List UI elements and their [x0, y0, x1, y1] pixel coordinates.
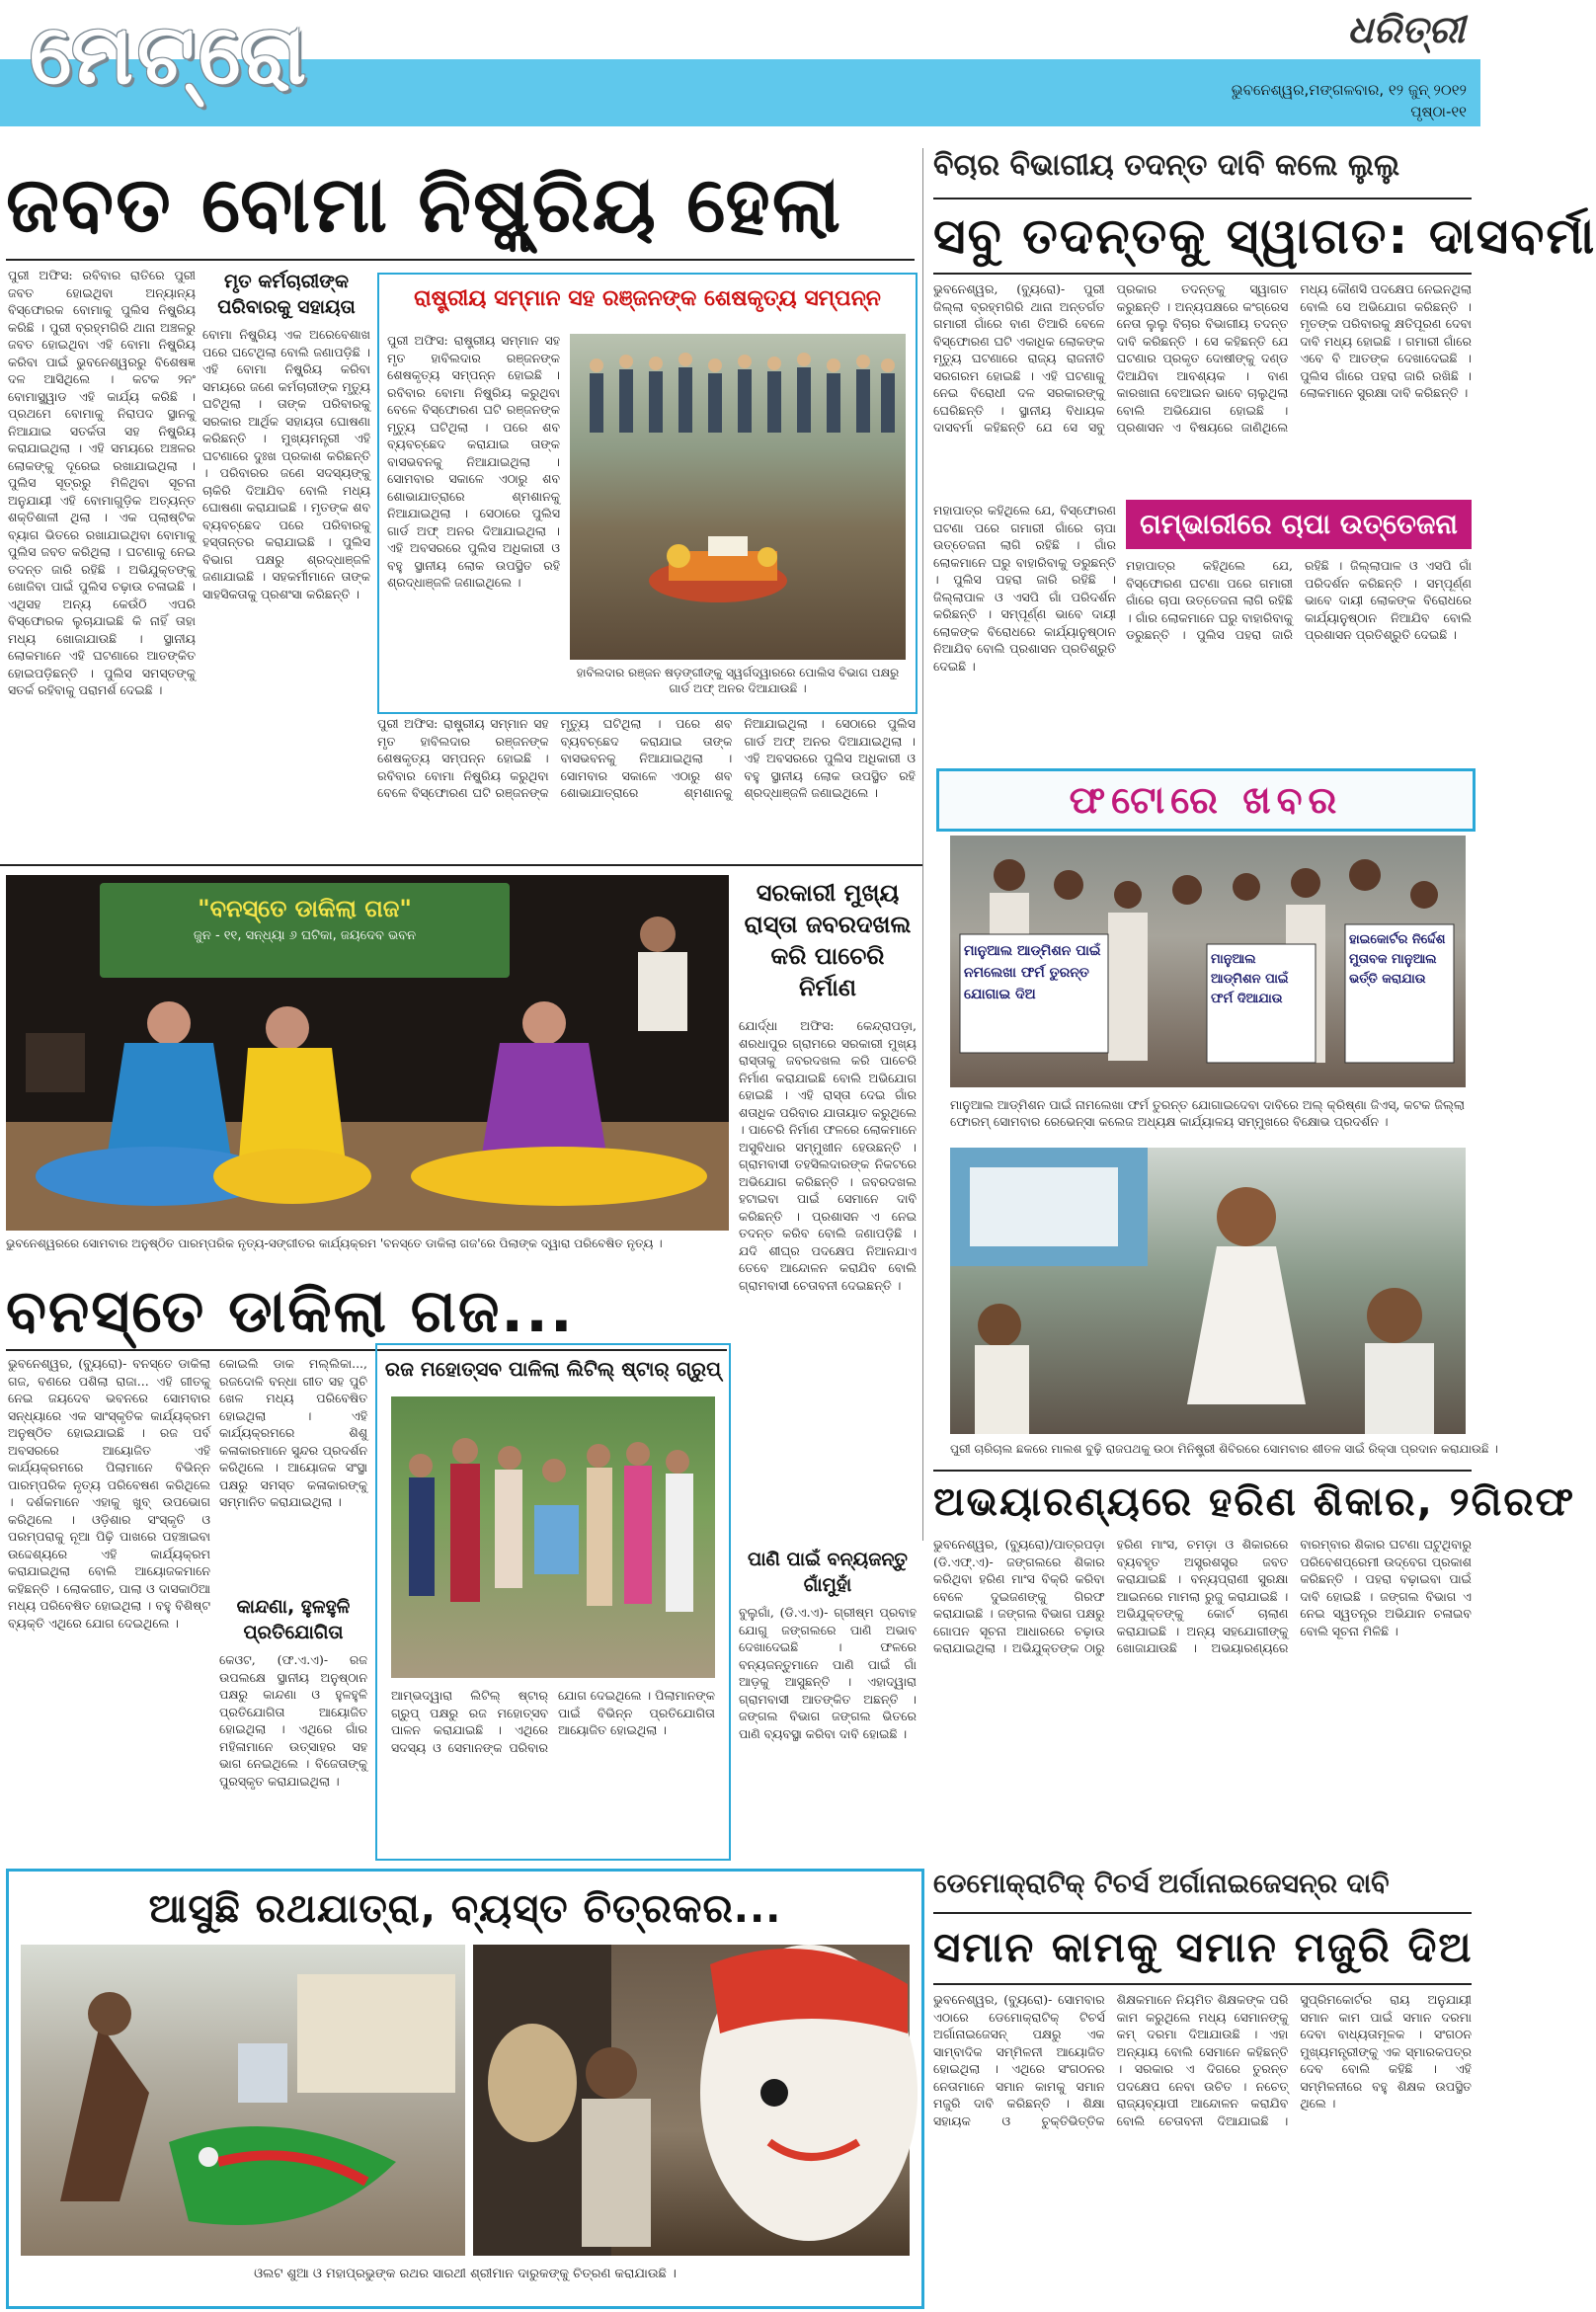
- funeral-photo: [570, 334, 906, 660]
- dasbarma-headline: ସବୁ ତଦନ୍ତକୁ ସ୍ୱାଗତ: ଦାସବର୍ମା: [933, 207, 1596, 265]
- photo-news-banner: [936, 768, 1476, 832]
- placard-3: ହାଇକୋର୍ଟର ନିର୍ଦ୍ଦେଶ ମୁତାବକ ମାନୁଆଲ ଭର୍ତ୍ତି କରାଯାଉ: [1349, 932, 1446, 987]
- lead-headline: ଜବତ ବୋମା ନିଷ୍କ୍ରିୟ ହେଲା: [6, 161, 842, 250]
- date-text: ଭୁବନେଶ୍ୱର,ମଙ୍ଗଳବାର, ୧୨ ଜୁନ୍ ୨୦୧୨: [1231, 81, 1467, 99]
- lead-col2: ବୋମା ନିଷ୍କ୍ରିୟ ଏକ ଅରେବେଶାଖ ପରେ ଘଟେଥିଲା ବୋଲି ଜଣାପଡ଼ିଛି । ଏହି ବୋମା ନିଷ୍କ୍ରିୟ କରିବା ସମୟରେ ଜଣେ କର୍ମଚାରୀଙ୍କ ମୃତ୍ୟୁ ଘଟିଥିଲା । ତାଙ୍କ ପରିବାରକୁ ସରକାର ଆର୍ଥିକ ସହାୟତା ଘୋଷଣା କରିଛନ୍ତି । ମୁଖ୍ୟମନ୍ତ୍ରୀ ଏହି ଘଟଣାରେ ଦୁଃଖ ପ୍ରକାଶ କରିଛନ୍ତି । ପରିବାରର ଜଣେ ସଦସ୍ୟଙ୍କୁ ଚାକିରି ଦିଆଯିବ ବୋଲି ମଧ୍ୟ ଘୋଷଣା କରାଯାଇଛି । ମୃତଙ୍କ ଶବ ବ୍ୟବଚ୍ଛେଦ ପରେ ପରିବାରକୁ ହସ୍ତାନ୍ତର କରାଯାଇଛି । ପୁଲିସ ବିଭାଗ ପକ୍ଷରୁ ଶ୍ରଦ୍ଧାଞ୍ଜଳି ଜଣାଯାଇଛି । ସହକର୍ମୀମାନେ ତାଙ୍କ ସାହସିକତାକୁ ପ୍ରଶଂସା କରିଛନ୍ତି ।: [202, 327, 370, 601]
- dateline: [1232, 79, 1467, 122]
- dance-headline: ବନସ୍ତେ ଡାକିଲା ଗଜ...: [6, 1277, 575, 1346]
- protest-photo: [950, 836, 1466, 1087]
- divider: [0, 864, 922, 866]
- page-number: ପୃଷ୍ଠା-୧୧: [1410, 103, 1467, 120]
- lead-box: [377, 273, 918, 714]
- lead-box-text: ପୁରୀ ଅଫିସ: ରାଷ୍ଟ୍ରୀୟ ସମ୍ମାନ ସହ ମୃତ ହାବିଲଦାର ରଞ୍ଜନଙ୍କ ଶେଷକୃତ୍ୟ ସମ୍ପନ୍ନ ହୋଇଛି । ରବିବାର ବୋମା ନିଷ୍କ୍ରିୟ କରୁଥିବା ବେଳେ ବିସ୍ଫୋରଣ ଘଟି ରଞ୍ଜନଙ୍କ ମୃତ୍ୟୁ ଘଟିଥିଲା । ପରେ ଶବ ବ୍ୟବଚ୍ଛେଦ କରାଯାଇ ତାଙ୍କ ବାସଭବନକୁ ନିଆଯାଇଥିଲା । ସୋମବାର ସକାଳେ ଏଠାରୁ ଶବ ଶୋଭାଯାତ୍ରାରେ ଶ୍ମଶାନକୁ ନିଆଯାଇଥିଲା । ସେଠାରେ ପୁଲିସ ଗାର୍ଡ ଅଫ୍ ଅନର ଦିଆଯାଇଥିଲା । ଏହି ଅବସରରେ ପୁଲିସ ଅଧିକାରୀ ଓ ବହୁ ସ୍ଥାନୀୟ ଲୋକ ଉପସ୍ଥିତ ରହି ଶ୍ରଦ୍ଧାଞ୍ଜଳି ଜଣାଇଥିଲେ ।: [387, 333, 560, 590]
- rath-caption: ଓଲଟ ଶୁଆ ଓ ମହାପ୍ରଭୁଙ୍କ ରଥର ସାରଥୀ ଶ୍ରୀମାନ ଦାରୁକଙ୍କୁ ଚିତ୍ରଣ କରାଯାଉଛି ।: [254, 2267, 677, 2281]
- painter-photo-1: [21, 1945, 465, 2256]
- deer-text: ଭୁବନେଶ୍ୱର, (ବ୍ୟୁରୋ)/ପାତ୍ରପଡ଼ା (ଡି.ଏଫ୍.ଏ)- ଜଙ୍ଗଲରେ ଶିକାର କରିଥିବା ହରିଣ ମାଂସ ବିକ୍ରି କରିବା ବେଳେ ଦୁଇଜଣଙ୍କୁ ଗିରଫ କରାଯାଇଛି । ଜଙ୍ଗଲ ବିଭାଗ ପକ୍ଷରୁ ଗୋପନ ସୂଚନା ଆଧାରରେ ଚଢ଼ାଉ କରାଯାଇଥିଲା । ଅଭିଯୁକ୍ତଙ୍କ ଠାରୁ ହରିଣ ମାଂସ, ଚମଡ଼ା ଓ ଶିକାରରେ ବ୍ୟବହୃତ ଅସ୍ତ୍ରଶସ୍ତ୍ର ଜବତ କରାଯାଇଛି । ବନ୍ୟପ୍ରାଣୀ ସୁରକ୍ଷା ଆଇନରେ ମାମଲା ରୁଜୁ କରାଯାଇଛି । ଅଭିଯୁକ୍ତଙ୍କୁ କୋର୍ଟ ଚାଲାଣ କରାଯାଇଛି । ଅନ୍ୟ ସହଯୋଗୀଙ୍କୁ ଖୋଜାଯାଉଛି । ଅଭୟାରଣ୍ୟରେ ବାରମ୍ବାର ଶିକାର ଘଟଣା ଘଟୁଥିବାରୁ ପରିବେଶପ୍ରେମୀ ଉଦ୍‌ବେଗ ପ୍ରକାଶ କରିଛନ୍ତି । ପହରା ବଢ଼ାଇବା ପାଇଁ ଦାବି ହୋଇଛି । ଜଙ୍ଗଲ ବିଭାଗ ଏ ନେଇ ସ୍ୱତନ୍ତ୍ର ଅଭିଯାନ ଚଳାଇବ ବୋଲି ସୂଚନା ମିଳିଛି ।: [933, 1537, 1472, 1655]
- road-headline: ସରକାରୀ ମୁଖ୍ୟ ରାସ୍ତା ଜବରଦଖଲ କରି ପାଚେରି ନିର୍ମାଣ: [744, 879, 912, 1001]
- divider: [933, 273, 1472, 275]
- dance-text: ଭୁବନେଶ୍ୱର, (ବ୍ୟୁରୋ)- ବନସ୍ତେ ଡାକିଲା ଗଜ, ବଣରେ ପଶିଲା ରାଜା... ଏହି ଗୀତକୁ ନେଇ ଜୟଦେବ ଭବନରେ ସୋମବାର ସନ୍ଧ୍ୟାରେ ଏକ ସାଂସ୍କୃତିକ କାର୍ଯ୍ୟକ୍ରମ ଅନୁଷ୍ଠିତ ହୋଇଯାଇଛି । ରଜ ପର୍ବ ଅବସରରେ ଆୟୋଜିତ ଏହି କାର୍ଯ୍ୟକ୍ରମରେ ପିଲାମାନେ ବିଭିନ୍ନ ପାରମ୍ପରିକ ନୃତ୍ୟ ପରିବେଷଣ କରିଥିଲେ । ଦର୍ଶକମାନେ ଏହାକୁ ଖୁବ୍ ଉପଭୋଗ କରିଥିଲେ । ଓଡ଼ିଶାର ସଂସ୍କୃତି ଓ ପରମ୍ପରାକୁ ନୂଆ ପିଢ଼ି ପାଖରେ ପହଞ୍ଚାଇବା ଉଦ୍ଦେଶ୍ୟରେ ଏହି କାର୍ଯ୍ୟକ୍ରମ କରାଯାଇଥିଲା ବୋଲି ଆୟୋଜକମାନେ କହିଛନ୍ତି । ଲୋକଗୀତ, ପାଲା ଓ ଦାସକାଠିଆ ମଧ୍ୟ ପରିବେଷିତ ହୋଇଥିଲା । ବହୁ ବିଶିଷ୍ଟ ବ୍ୟକ୍ତି ଏଥିରେ ଯୋଗ ଦେଇଥିଲେ ।: [8, 1356, 210, 1631]
- dance-text-2: କୋଇଲି ଡାକ ମଲ୍ଲିକା..., ରଜଦୋଳି ବନ୍ଧା ଗୀତ ସହ ପୁଚି ଖେଳ ମଧ୍ୟ ପରିବେଷିତ ହୋଇଥିଲା । ଏହି କାର୍ଯ୍ୟକ୍ରମରେ ଶିଶୁ କଳାକାରମାନେ ସୁନ୍ଦର ପ୍ରଦର୍ଶନ କରିଥିଲେ । ଆୟୋଜକ ସଂସ୍ଥା ପକ୍ଷରୁ ସମସ୍ତ କଳାକାରଙ୍କୁ ସମ୍ମାନିତ କରାଯାଇଥିଲା ।: [219, 1356, 367, 1509]
- photo-news-title: ଫଟୋରେ ଖବର: [1069, 778, 1343, 822]
- brand-logo: ଧରିତ୍ରୀ: [1347, 8, 1465, 51]
- masthead-title: ମେଟ୍ରୋ: [30, 6, 310, 103]
- dance-caption: ଭୁବନେଶ୍ୱରରେ ସୋମବାର ଅନୁଷ୍ଠିତ ପାରମ୍ପରିକ ନୃତ୍ୟ-ସଙ୍ଗୀତର କାର୍ଯ୍ୟକ୍ରମ 'ବନସ୍ତେ ଡାକିଲା ଗଜ'ରେ ପିଲାଙ୍କ ଦ୍ୱାରା ପରିବେଷିତ ନୃତ୍ୟ ।: [6, 1236, 663, 1250]
- divider: [933, 1912, 1472, 1914]
- rath-headline: ଆସୁଛି ରଥଯାତ୍ରା, ବ୍ୟସ୍ତ ଚିତ୍ରକର...: [148, 1886, 782, 1932]
- painter-photo-2: [473, 1945, 910, 2256]
- wildlife-head: ପାଣି ପାଇଁ ବନ୍ୟଜନ୍ତୁ ଗାଁମୁହାଁ: [748, 1549, 908, 1596]
- dasbarma-kicker: ବିଚାର ବିଭାଗୀୟ ତଦନ୍ତ ଦାବି କଲେ ଲୁଲୁ: [933, 148, 1400, 183]
- placard-2: ମାନୁଆଲ ଆଡ୍‌ମିଶନ ପାଇଁ ଫର୍ମ ଦିଆଯାଉ: [1211, 952, 1289, 1006]
- raja-box: [375, 1343, 731, 1861]
- contest-head: କାନ୍ଦଣା, ହୁଳହୁଳି ପ୍ରତିଯୋଗିତା: [236, 1596, 351, 1643]
- divider: [6, 259, 915, 261]
- lead-box-head: ରାଷ୍ଟ୍ରୀୟ ସମ୍ମାନ ସହ ରଞ୍ଜନଙ୍କ ଶେଷକୃତ୍ୟ ସମ୍ପନ୍ନ: [414, 286, 881, 311]
- divider: [933, 1983, 1472, 1985]
- dance-photo: [6, 875, 729, 1231]
- dasbarma-tag-text: ମହାପାତ୍ର କହିଥିଲେ ଯେ, ବିସ୍ଫୋରଣ ଘଟଣା ପରେ ଗମାରୀ ଗାଁରେ ଚାପା ଉତ୍ତେଜନା ଲାଗି ରହିଛି । ଗାଁର ଲୋକମାନେ ଘରୁ ବାହାରିବାକୁ ଡରୁଛନ୍ତି । ପୁଲିସ ପହରା ଜାରି ରହିଛି । ଜିଲ୍ଲାପାଳ ଓ ଏସପି ଗାଁ ପରିଦର୍ଶନ କରିଛନ୍ତି । ସମ୍ପୂର୍ଣ୍ଣ ଭାବେ ଦାୟୀ ଲୋକଙ୍କ ବିରୋଧରେ କାର୍ଯ୍ୟାନୁଷ୍ଠାନ ନିଆଯିବ ବୋଲି ପ୍ରଶାସନ ପ୍ରତିଶ୍ରୁତି ଦେଇଛି ।: [1126, 558, 1472, 642]
- dasbarma-text: ଭୁବନେଶ୍ୱର, (ବ୍ୟୁରୋ)- ପୁରୀ ଜିଲ୍ଲା ବ୍ରହ୍ମଗିରି ଥାନା ଅନ୍ତର୍ଗତ ଗମାରୀ ଗାଁରେ ବାଣ ତିଆରି ବେଳେ ବିସ୍ଫୋରଣ ଘଟି ଏକାଧିକ ଲୋକଙ୍କ ମୃତ୍ୟୁ ଘଟଣାରେ ରାଜ୍ୟ ରାଜନୀତି ସରଗରମ ହୋଇଛି । ଏହି ଘଟଣାକୁ ନେଇ ବିରୋଧୀ ଦଳ ସରକାରଙ୍କୁ ଘେରିଛନ୍ତି । ସ୍ଥାନୀୟ ବିଧାୟକ ଦାସବର୍ମା କହିଛନ୍ତି ଯେ ସେ ସବୁ ପ୍ରକାର ତଦନ୍ତକୁ ସ୍ୱାଗତ କରୁଛନ୍ତି । ଅନ୍ୟପକ୍ଷରେ କଂଗ୍ରେସ ନେତା ଲୁଲୁ ବିଚାର ବିଭାଗୀୟ ତଦନ୍ତ ଦାବି କରିଛନ୍ତି । ସେ କହିଛନ୍ତି ଯେ ଘଟଣାର ପ୍ରକୃତ ଦୋଷୀଙ୍କୁ ଦଣ୍ଡ ଦିଆଯିବା ଆବଶ୍ୟକ । ବାଣ କାରଖାନା ବେଆଇନ ଭାବେ ଚାଲୁଥିଲା ବୋଲି ଅଭିଯୋଗ ହୋଇଛି । ପ୍ରଶାସନ ଏ ବିଷୟରେ ଜାଣିଥିଲେ ମଧ୍ୟ କୌଣସି ପଦକ୍ଷେପ ନେଇନଥିଲା ବୋଲି ସେ ଅଭିଯୋଗ କରିଛନ୍ତି । ମୃତଙ୍କ ପରିବାରକୁ କ୍ଷତିପୂରଣ ଦେବା ଦାବି ମଧ୍ୟ ହୋଇଛି । ଗମାରୀ ଗାଁରେ ଏବେ ବି ଆତଙ୍କ ଦେଖାଦେଇଛି । ପୁଲିସ ଗାଁରେ ପହରା ଜାରି ରଖିଛି । ଲୋକମାନେ ସୁରକ୍ଷା ଦାବି କରିଛନ୍ତି ।: [933, 281, 1472, 435]
- dasbarma-tag: ଗମ୍ଭାରୀରେ ଚାପା ଉତ୍ତେଜନା: [1126, 500, 1472, 549]
- lead-side-head: ମୃତ କର୍ମଚାରୀଙ୍କ ପରିବାରକୁ ସହାୟତା: [217, 271, 356, 318]
- protest-caption: ମାନୁଆଲ ଆଡ୍‌ମିଶନ ପାଇଁ ନାମଲେଖା ଫର୍ମ ତୁରନ୍ତ ଯୋଗାଇଦେବା ଦାବିରେ ଅଲ୍ କ୍ରିଷ୍ଣା ଜିଏସ୍, କଟକ ଜିଲ୍ଲା ଫୋରମ୍ ସୋମବାର ରେଭେନ୍ସା କଲେଜ ଅଧ୍ୟକ୍ଷ କାର୍ଯ୍ୟାଳୟ ସମ୍ମୁଖରେ ବିକ୍ଷୋଭ ପ୍ରଦର୍ଶନ ।: [950, 1097, 1465, 1129]
- teachers-headline: ସମାନ କାମକୁ ସମାନ ମଜୁରି ଦିଅ: [933, 1923, 1474, 1971]
- divider: [933, 198, 1472, 199]
- wildlife-text: ବୁଲୁଗାଁ, (ଡି.ଏ.ଏ)- ଗ୍ରୀଷ୍ମ ପ୍ରବାହ ଯୋଗୁ ଜଙ୍ଗଲରେ ପାଣି ଅଭାବ ଦେଖାଦେଇଛି । ଫଳରେ ବନ୍ୟଜନ୍ତୁମାନେ ପାଣି ପାଇଁ ଗାଁ ଆଡ଼କୁ ଆସୁଛନ୍ତି । ଏହାଦ୍ୱାରା ଗ୍ରାମବାସୀ ଆତଙ୍କିତ ଅଛନ୍ତି । ଜଙ୍ଗଲ ବିଭାଗ ଜଙ୍ଗଲ ଭିତରେ ପାଣି ବ୍ୟବସ୍ଥା କରିବା ଦାବି ହୋଇଛି ।: [739, 1605, 917, 1741]
- dance-banner-text: "ବନସ୍ତେ ଡାକିଲା ଗଜ": [198, 895, 412, 922]
- teachers-kicker: ଡେମୋକ୍ରାଟିକ୍ ଟିଚର୍ସ ଅର୍ଗାନାଇଜେସନ୍‌ର ଦାବି: [933, 1869, 1390, 1899]
- column-rule: [922, 148, 923, 1541]
- road-text: ଯୋର୍ଦ୍ଧା ଅଫିସ: କେନ୍ଦ୍ରାପଡ଼ା, ଶରଧାପୁର ଗ୍ରାମରେ ସରକାରୀ ମୁଖ୍ୟ ରାସ୍ତାକୁ ଜବରଦଖଲ କରି ପାଚେରି ନିର୍ମାଣ କରାଯାଇଛି ବୋଲି ଅଭିଯୋଗ ହୋଇଛି । ଏହି ରାସ୍ତା ଦେଇ ଗାଁର ଶତାଧିକ ପରିବାର ଯାତାୟାତ କରୁଥିଲେ । ପାଚେରି ନିର୍ମାଣ ଫଳରେ ଲୋକମାନେ ଅସୁବିଧାର ସମ୍ମୁଖୀନ ହେଉଛନ୍ତି । ଗ୍ରାମବାସୀ ତହସିଲଦାରଙ୍କ ନିକଟରେ ଅଭିଯୋଗ କରିଛନ୍ତି । ଜବରଦଖଲ ହଟାଇବା ପାଇଁ ସେମାନେ ଦାବି କରିଛନ୍ତି । ପ୍ରଶାସନ ଏ ନେଇ ତଦନ୍ତ କରିବ ବୋଲି ଜଣାପଡ଼ିଛି । ଯଦି ଶୀଘ୍ର ପଦକ୍ଷେପ ନିଆନଯାଏ ତେବେ ଆନ୍ଦୋଳନ କରାଯିବ ବୋଲି ଗ୍ରାମବାସୀ ଚେତାବନୀ ଦେଇଛନ୍ତି ।: [739, 1018, 917, 1293]
- dasbarma-tag-text-left: ମହାପାତ୍ର କହିଥିଲେ ଯେ, ବିସ୍ଫୋରଣ ଘଟଣା ପରେ ଗମାରୀ ଗାଁରେ ଚାପା ଉତ୍ତେଜନା ଲାଗି ରହିଛି । ଗାଁର ଲୋକମାନେ ଘରୁ ବାହାରିବାକୁ ଡରୁଛନ୍ତି । ପୁଲିସ ପହରା ଜାରି ରହିଛି । ଜିଲ୍ଲାପାଳ ଓ ଏସପି ଗାଁ ପରିଦର୍ଶନ କରିଛନ୍ତି । ସମ୍ପୂର୍ଣ୍ଣ ଭାବେ ଦାୟୀ ଲୋକଙ୍କ ବିରୋଧରେ କାର୍ଯ୍ୟାନୁଷ୍ଠାନ ନିଆଯିବ ବୋଲି ପ୍ରଶାସନ ପ୍ରତିଶ୍ରୁତି ଦେଇଛି ।: [933, 503, 1116, 674]
- rickshaw-camp-photo: [950, 1148, 1466, 1434]
- lead-continued: ପୁରୀ ଅଫିସ: ରାଷ୍ଟ୍ରୀୟ ସମ୍ମାନ ସହ ମୃତ ହାବିଲଦାର ରଞ୍ଜନଙ୍କ ଶେଷକୃତ୍ୟ ସମ୍ପନ୍ନ ହୋଇଛି । ରବିବାର ବୋମା ନିଷ୍କ୍ରିୟ କରୁଥିବା ବେଳେ ବିସ୍ଫୋରଣ ଘଟି ରଞ୍ଜନଙ୍କ ମୃତ୍ୟୁ ଘଟିଥିଲା । ପରେ ଶବ ବ୍ୟବଚ୍ଛେଦ କରାଯାଇ ତାଙ୍କ ବାସଭବନକୁ ନିଆଯାଇଥିଲା । ସୋମବାର ସକାଳେ ଏଠାରୁ ଶବ ଶୋଭାଯାତ୍ରାରେ ଶ୍ମଶାନକୁ ନିଆଯାଇଥିଲା । ସେଠାରେ ପୁଲିସ ଗାର୍ଡ ଅଫ୍ ଅନର ଦିଆଯାଇଥିଲା । ଏହି ଅବସରରେ ପୁଲିସ ଅଧିକାରୀ ଓ ବହୁ ସ୍ଥାନୀୟ ଲୋକ ଉପସ୍ଥିତ ରହି ଶ୍ରଦ୍ଧାଞ୍ଜଳି ଜଣାଇଥିଲେ ।: [377, 716, 916, 800]
- teachers-text: ଭୁବନେଶ୍ୱର, (ବ୍ୟୁରୋ)- ସୋମବାର ଏଠାରେ ଡେମୋକ୍ରାଟିକ୍ ଟିଚର୍ସ ଅର୍ଗାନାଇଜେସନ୍ ପକ୍ଷରୁ ଏକ ସାମ୍ବାଦିକ ସମ୍ମିଳନୀ ଆୟୋଜିତ ହୋଇଥିଲା । ଏଥିରେ ସଂଗଠନର ନେତାମାନେ ସମାନ କାମକୁ ସମାନ ମଜୁରି ଦାବି କରିଛନ୍ତି । ଶିକ୍ଷା ସହାୟକ ଓ ଚୁକ୍ତିଭିତ୍ତିକ ଶିକ୍ଷକମାନେ ନିୟମିତ ଶିକ୍ଷକଙ୍କ ପରି କାମ କରୁଥିଲେ ମଧ୍ୟ ସେମାନଙ୍କୁ କମ୍ ଦରମା ଦିଆଯାଉଛି । ଏହା ଅନ୍ୟାୟ ବୋଲି ସେମାନେ କହିଛନ୍ତି । ସରକାର ଏ ଦିଗରେ ତୁରନ୍ତ ପଦକ୍ଷେପ ନେବା ଉଚିତ । ନଚେତ୍ ରାଜ୍ୟବ୍ୟାପୀ ଆନ୍ଦୋଳନ କରାଯିବ ବୋଲି ଚେତାବନୀ ଦିଆଯାଇଛି । ସୁପ୍ରିମକୋର୍ଟର ରାୟ ଅନୁଯାୟୀ ସମାନ କାମ ପାଇଁ ସମାନ ଦରମା ଦେବା ବାଧ୍ୟତାମୂଳକ । ସଂଗଠନ ମୁଖ୍ୟମନ୍ତ୍ରୀଙ୍କୁ ଏକ ସ୍ମାରକପତ୍ର ଦେବ ବୋଲି କହିଛି । ଏହି ସମ୍ମିଳନୀରେ ବହୁ ଶିକ୍ଷକ ଉପସ୍ଥିତ ଥିଲେ ।: [933, 1992, 1472, 2128]
- raja-text: ଆମ୍ଭଦ୍ୱାରା ଲିଟିଲ୍ ଷ୍ଟାର୍ ଗ୍ରୁପ୍ ପକ୍ଷରୁ ରଜ ମହୋତ୍ସବ ପାଳନ କରାଯାଇଛି । ଏଥିରେ ସଦସ୍ୟ ଓ ସେମାନଙ୍କ ପରିବାର ଯୋଗ ଦେଇଥିଲେ । ପିଲାମାନଙ୍କ ପାଇଁ ବିଭିନ୍ନ ପ୍ରତିଯୋଗିତା ଆୟୋଜିତ ହୋଇଥିଲା ।: [391, 1688, 715, 1755]
- lead-box-caption: ହାବିଲଦାର ରଞ୍ଜନ ଷଡ଼ଙ୍ଗୀଙ୍କୁ ସ୍ୱର୍ଗଦ୍ୱାରରେ ପୋଲିସ ବିଭାଗ ପକ୍ଷରୁ ଗାର୍ଡ ଅଫ୍ ଅନର ଦିଆଯାଉଛି ।: [576, 666, 900, 695]
- placard-1: ମାନୁଆଲ ଆଡ୍‌ମିଶନ ପାଇଁ ନମଲେଖା ଫର୍ମ ତୁରନ୍ତ ଯୋଗାଇ ଦିଅ: [964, 943, 1101, 1002]
- rickshaw-caption: ପୁରୀ ଚାରିଚାଲ ଛକରେ ମାଲଶ ବୁଢ଼ି ରାଜପଥକୁ ଉଠା ମିନିଷ୍ଟ୍ରୀ ଶିବିରରେ ସୋମବାର ଶୀତଳ ସାଇଁ ରିକ୍ସା ପ୍ରଦାନ କରାଯାଉଛି ।: [950, 1442, 1498, 1456]
- raja-group-photo: [391, 1396, 715, 1678]
- contest-text: କେଓଟ, (ଫ.ଏ.ଏ)- ରଜ ଉପଲକ୍ଷେ ସ୍ଥାନୀୟ ଅନୁଷ୍ଠାନ ପକ୍ଷରୁ କାନ୍ଦଣା ଓ ହୁଳହୁଳି ପ୍ରତିଯୋଗିତା ଆୟୋଜିତ ହୋଇଥିଲା । ଏଥିରେ ଗାଁର ମହିଳାମାନେ ଉତ୍ସାହର ସହ ଭାଗ ନେଇଥିଲେ । ବିଜେତାଙ୍କୁ ପୁରସ୍କୃତ କରାଯାଇଥିଲା ।: [219, 1652, 367, 1789]
- divider: [933, 1470, 1472, 1472]
- raja-head: ରଜ ମହୋତ୍ସବ ପାଳିଲା ଲିଟିଲ୍ ଷ୍ଟାର୍ ଗ୍ରୁପ୍: [384, 1357, 722, 1381]
- rath-box: [6, 1869, 924, 2309]
- deer-headline: ଅଭୟାରଣ୍ୟରେ ହରିଣ ଶିକାର, ୨ଗିରଫ: [933, 1479, 1576, 1525]
- dance-banner-sub: ଜୁନ - ୧୧, ସନ୍ଧ୍ୟା ୬ ଘଟିକା, ଜୟଦେବ ଭବନ: [193, 928, 417, 943]
- lead-col1: ପୁରୀ ଅଫିସ: ରବିବାର ରାତିରେ ପୁରୀ ଜବତ ହୋଇଥିବା ଅନ୍ୟାନ୍ୟ ବିସ୍ଫୋରକ ବୋମାକୁ ପୁଲିସ ନିଷ୍କ୍ରିୟ କରିଛି । ପୁରୀ ବ୍ରହ୍ମଗିରି ଥାନା ଅଞ୍ଚଳରୁ ଜବତ ହୋଇଥିବା ଏହି ବୋମା ନିଷ୍କ୍ରିୟ କରିବା ପାଇଁ ଭୁବନେଶ୍ୱରରୁ ବିଶେଷଜ୍ଞ ଦଳ ଆସିଥିଲେ । କଟକ ୨ନଂ ବୋମାସ୍କ୍ୱାଡ ଏହି କାର୍ଯ୍ୟ କରିଛି । ପ୍ରଥମେ ବୋମାକୁ ନିରାପଦ ସ୍ଥାନକୁ ନିଆଯାଇ ସତର୍କତା ସହ ନିଷ୍କ୍ରିୟ କରାଯାଇଥିଲା । ଏହି ସମୟରେ ଅଞ୍ଚଳର ଲୋକଙ୍କୁ ଦୂରେଇ ରଖାଯାଇଥିଲା । ପୁଲିସ ସୂତ୍ରରୁ ମିଳିଥିବା ସୂଚନା ଅନୁଯାୟୀ ଏହି ବୋମାଗୁଡ଼ିକ ଅତ୍ୟନ୍ତ ଶକ୍ତିଶାଳୀ ଥିଲା । ଏକ ପ୍ଲାଷ୍ଟିକ ବ୍ୟାଗ ଭିତରେ ରଖାଯାଇଥିବା ବୋମାକୁ ପୁଲିସ ଜବତ କରିଥିଲା । ଘଟଣାକୁ ନେଇ ତଦନ୍ତ ଜାରି ରହିଛି । ଅଭିଯୁକ୍ତଙ୍କୁ ଖୋଜିବା ପାଇଁ ପୁଲିସ ଚଢ଼ାଉ ଚଳାଇଛି । ଏଥିସହ ଅନ୍ୟ କେଉଁଠି ଏପରି ବିସ୍ଫୋରକ ଲୁଚାଯାଇଛି କି ନାହିଁ ତାହା ମଧ୍ୟ ଖୋଜାଯାଉଛି । ସ୍ଥାନୀୟ ଲୋକମାନେ ଏହି ଘଟଣାରେ ଆତଙ୍କିତ ହୋଇପଡ଼ିଛନ୍ତି । ପୁଲିସ ସମସ୍ତଙ୍କୁ ସତର୍କ ରହିବାକୁ ପରାମର୍ଶ ଦେଇଛି ।: [8, 268, 196, 697]
